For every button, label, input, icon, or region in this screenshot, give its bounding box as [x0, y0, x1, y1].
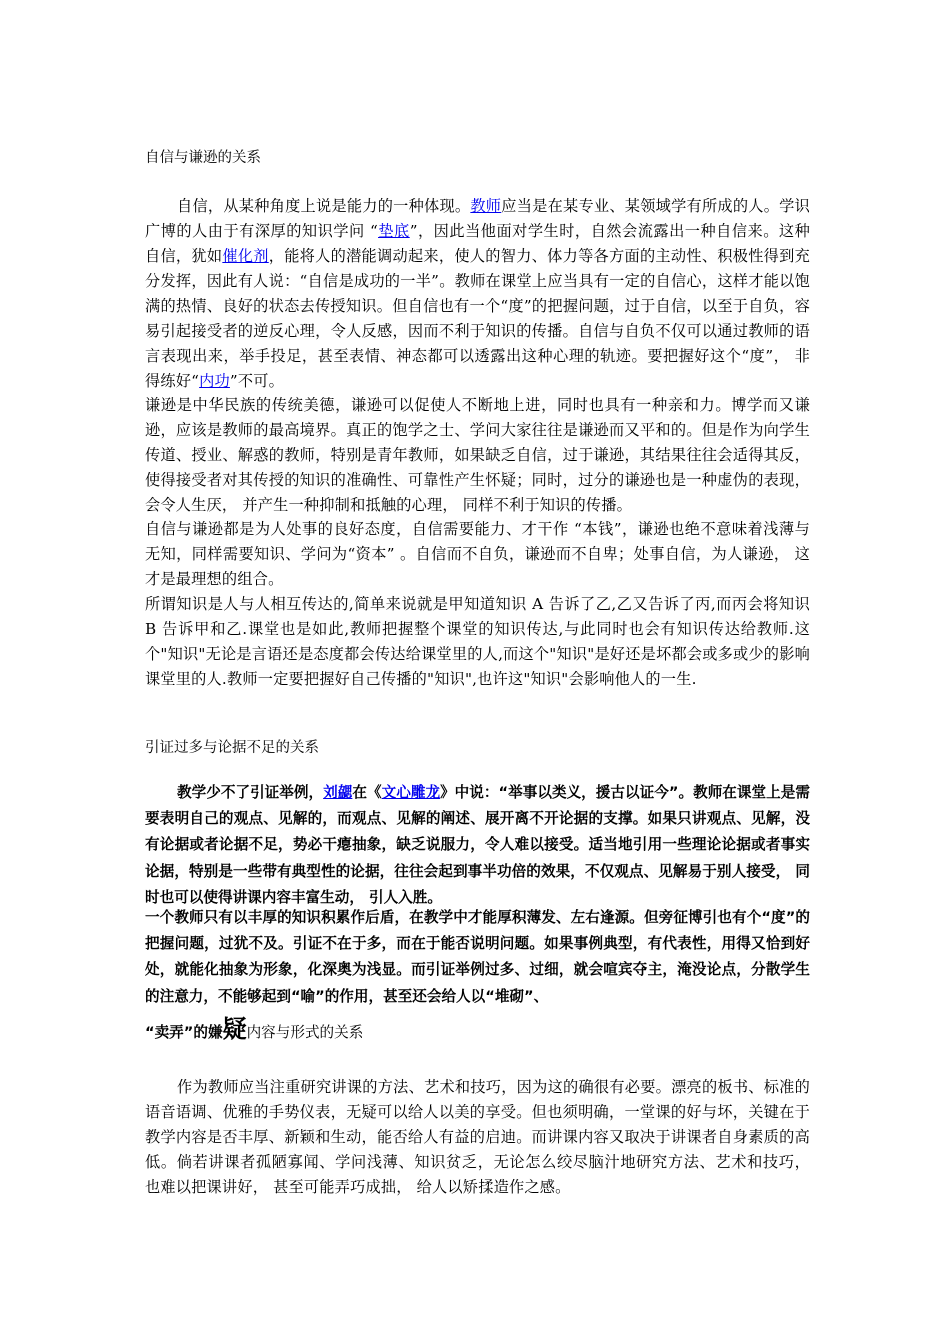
paragraph-modesty: 谦逊是中华民族的传统美德，谦逊可以促使人不断地上进，同时也具有一种亲和力。博学而又谦逊，应该是教师的最高境界。真正的饱学之士、学问大家往往是谦逊而又平和的。但是作为向学生传道、授业、解惑的教师，特别是青年教师，如果缺乏自信，过于谦逊，其结果往往会适得其反，使得接受者对其传授的知识的准确性、可靠性产生怀疑；同时，过分的谦逊也是一种虚伪的表现， 会令人生厌， 并产生一种抑制和抵触的心理， 同样不利于知识的传播。 — [145, 396, 810, 514]
text-span: “卖弄”的嫌 — [145, 1024, 223, 1041]
link-teacher[interactable]: 教师 — [470, 197, 502, 215]
link-liu-xie[interactable]: 刘勰 — [323, 784, 353, 801]
link-wenxin-diaolong[interactable]: 文心雕龙 — [381, 784, 441, 801]
text-span: 自信，从某种角度上说是能力的一种体现。 — [177, 197, 471, 215]
paragraph-knowledge-foundation: 一个教师只有以丰厚的知识积累作后盾，在教学中才能厚积薄发、左右逢源。但旁征博引也有个“度”的把握问题，过犹不及。引证不在于多，而在于能否说明问题。如果事例典型，有代表性，用得又恰到好处，就能化抽象为形象，化深奥为浅显。而引证举例过多、过细，就会喧宾夺主，淹没论点，分散学生的注意力，不能够起到“喻”的作用，甚至还会给人以“堆砌”、 — [145, 909, 810, 1005]
paragraph-knowledge-transfer: 所谓知识是人与人相互传达的,简单来说就是甲知道知识 A 告诉了乙,乙又告诉了丙,而丙会将知识 B 告诉甲和乙.课堂也是如此,教师把握整个课堂的知识传达,与此同时也会有知识传达给教师.这个"知识"无论是言语还是态度都会传达给课堂里的人,而这个"知识"是好还是坏都会或多或少的影响课堂里的人.教师一定要把握好自己传播的"知识",也许这"知识"会影响他人的一生. — [145, 595, 810, 688]
text-span: 》中说：“举事以类义，援古以证今”。教师在课堂上是需要表明自己的观点、见解的，而观点、见解的阐述、展开离不开论据的支撑。如果只讲观点、见解，没有论据或者论据不足，势必干瘪抽象，缺乏说服力，令人难以接受。适当地引用一些理论论据或者事实论据，特别是一些带有典型性的论据，往往会起到事半功倍的效果，不仅观点、见解易于别人接受， 同时也可以使得讲课内容丰富生动， 引人入胜。 — [145, 784, 810, 906]
section-heading-content-form: 内容与形式的关系 — [246, 1024, 364, 1041]
text-span: ”，因此当他面对学生时，自然会流露出一种自信来。这种自信，犹如 — [145, 222, 811, 265]
text-span: ，能将人的潜能调动起来，使人的智力、体力等各方面的主动性、积极性得到充分发挥，因此有人说：“自信是成功的一半”。教师在课堂上应当具有一定的自信心，这样才能以饱满的热情、良好的状态去传授知识。但自信也有一个“度”的把握问题，过于自信，以至于自负，容易引起接受者的逆反心理，令人反感，因而不利于知识的传播。自信与自负不仅可以通过教师的语言表现出来，举手投足，甚至表情、神态都可以透露出这种心理的轨迹。要把握好这个“度”， 非得练好“ — [145, 247, 811, 390]
link-catalyst[interactable]: 催化剂 — [222, 247, 269, 265]
section-heading-citation-evidence: 引证过多与论据不足的关系 — [145, 740, 319, 756]
text-span: 在《 — [352, 784, 382, 801]
link-foundation[interactable]: 垫底 — [378, 222, 410, 240]
section-heading-confidence-modesty: 自信与谦逊的关系 — [145, 150, 261, 166]
large-glyph: 疑 — [222, 1014, 247, 1043]
paragraph-confidence — [145, 194, 810, 394]
text-span: 应当是在某专业、某领域学有所成的人。学识广博的人由于有深厚的知识学问 “ — [145, 197, 810, 240]
text-span: ”不可。 — [229, 372, 285, 390]
paragraph-combination: 自信与谦逊都是为人处事的良好态度，自信需要能力、才干作 “本钱”，谦逊也绝不意味着浅薄与无知，同样需要知识、学问为“资本” 。自信而不自负，谦逊而不自卑；处事自信，为人谦逊， 这才是最理想的组合。 — [145, 520, 810, 588]
link-inner-skill[interactable]: 内功 — [199, 372, 230, 390]
text-span: 教学少不了引证举例， — [177, 784, 324, 801]
paragraph-citation — [145, 780, 810, 911]
paragraph-content-form: 作为教师应当注重研究讲课的方法、艺术和技巧，因为这的确很有必要。漂亮的板书、标准的语音语调、优雅的手势仪表，无疑可以给人以美的享受。但也须明确，一堂课的好与坏，关键在于教学内容是否丰厚、新颖和生动，能否给人有益的启迪。而讲课内容又取决于讲课者自身素质的高低。倘若讲课者孤陋寡闻、学问浅薄、知识贫乏，无论怎么绞尽脑汁地研究方法、艺术和技巧， 也难以把课讲好， 甚至可能弄巧成拙， 给人以矫揉造作之感。 — [145, 1078, 810, 1196]
heading-content-form-line — [145, 1014, 364, 1048]
